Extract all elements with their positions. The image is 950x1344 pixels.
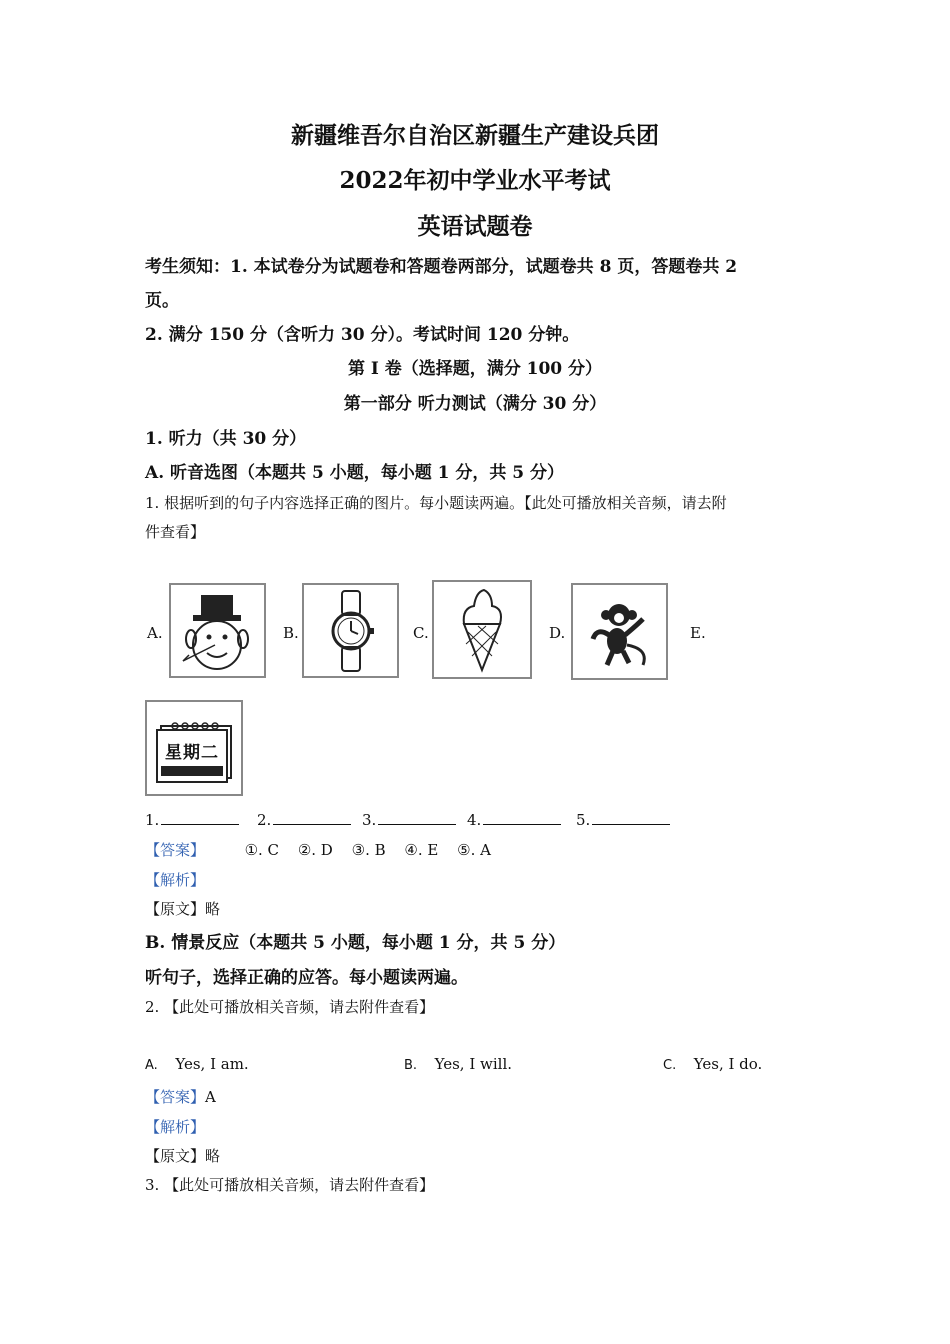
- sectionA-analysis-label: 【解析】: [145, 871, 206, 889]
- option-c-text: Yes, I do.: [693, 1055, 763, 1073]
- part1-heading: 第一部分 听力测试（满分 30 分）: [343, 394, 607, 414]
- pic-label-d: D.: [549, 624, 566, 642]
- blank-4: [467, 810, 561, 829]
- sectionB-instruction: 听句子，选择正确的应答。每小题读两遍。: [145, 968, 468, 988]
- blank-3: [362, 810, 456, 829]
- notice-line-2: 2. 满分 150 分（含听力 30 分）。考试时间 120 分钟。: [145, 325, 580, 345]
- option-a: [145, 1055, 249, 1073]
- option-a-text: Yes, I am.: [175, 1055, 249, 1073]
- ice-cream-picture: [432, 580, 532, 679]
- answer-1: ①. C: [244, 841, 280, 859]
- blank-2: [257, 810, 351, 829]
- original-label: 【原文】: [145, 900, 206, 918]
- monkey-icon: [573, 585, 666, 678]
- sectionB-original-row: [145, 1145, 220, 1166]
- answer-4: ④. E: [404, 841, 439, 859]
- question-2: 2. 【此处可播放相关音频，请去附件查看】: [145, 998, 435, 1016]
- answer-b-value: A: [205, 1088, 216, 1106]
- section1-heading: 1. 听力（共 30 分）: [145, 429, 307, 449]
- option-c-letter: C.: [663, 1058, 677, 1073]
- answer-label: 【答案】: [145, 841, 206, 859]
- blank-5: [576, 810, 670, 829]
- original-text-b: 略: [205, 1147, 221, 1165]
- sectionA-answer-row: [145, 839, 505, 860]
- sectionA-instruction-1: 1. 根据听到的句子内容选择正确的图片。每小题读两遍。【此处可播放相关音频，请去附: [145, 494, 727, 512]
- sectionA-heading: A. 听音选图（本题共 5 小题，每小题 1 分，共 5 分）: [145, 463, 565, 483]
- sectionB-analysis-label: 【解析】: [145, 1118, 206, 1136]
- blank-1: [145, 810, 239, 829]
- watch-icon: [304, 585, 397, 676]
- blank-3-line: [378, 810, 456, 825]
- pic-label-c: C.: [413, 624, 429, 642]
- option-b-text: Yes, I will.: [434, 1055, 513, 1073]
- blank-5-line: [592, 810, 670, 825]
- title-line-2: 2022年初中学业水平考试: [339, 167, 611, 194]
- snowman-picture: [169, 583, 266, 678]
- sectionA-original-row: [145, 898, 220, 919]
- blank-3-label: 3.: [362, 811, 377, 829]
- notice-line-1: 考生须知：1. 本试卷分为试题卷和答题卷两部分，试题卷共 8 页，答题卷共 2: [145, 257, 738, 277]
- pic-label-b: B.: [283, 624, 299, 642]
- option-b: [404, 1055, 512, 1073]
- answer-5: ⑤. A: [457, 841, 491, 859]
- calendar-picture: [145, 700, 243, 796]
- option-b-letter: B.: [404, 1058, 418, 1073]
- answer-2: ②. D: [297, 841, 333, 859]
- title-line-3: 英语试题卷: [417, 213, 533, 240]
- answer-3: ③. B: [351, 841, 386, 859]
- sectionB-heading: B. 情景反应（本题共 5 小题，每小题 1 分，共 5 分）: [145, 933, 566, 953]
- question-3: 3. 【此处可播放相关音频，请去附件查看】: [145, 1176, 435, 1194]
- calendar-weekday: 星期二: [165, 743, 219, 763]
- notice-line-1b: 页。: [145, 291, 179, 311]
- original-label-b: 【原文】: [145, 1147, 206, 1165]
- blank-5-label: 5.: [576, 811, 591, 829]
- sectionB-answer-row: [145, 1086, 216, 1107]
- monkey-picture: [571, 583, 668, 680]
- ice-cream-icon: [434, 582, 530, 677]
- option-c: [663, 1055, 762, 1073]
- blank-1-label: 1.: [145, 811, 160, 829]
- title-line-1: 新疆维吾尔自治区新疆生产建设兵团: [291, 122, 659, 149]
- blank-1-line: [161, 810, 239, 825]
- sectionA-instruction-2: 件查看】: [145, 523, 206, 541]
- blank-2-label: 2.: [257, 811, 272, 829]
- blank-4-line: [483, 810, 561, 825]
- original-text: 略: [205, 900, 221, 918]
- answer-label-b: 【答案】: [145, 1088, 206, 1106]
- snowman-icon: [171, 585, 264, 676]
- pic-label-e: E.: [690, 624, 706, 642]
- pic-label-a: A.: [147, 624, 163, 642]
- option-a-letter: A.: [145, 1058, 158, 1073]
- blank-2-line: [273, 810, 351, 825]
- watch-picture: [302, 583, 399, 678]
- blank-4-label: 4.: [467, 811, 482, 829]
- volume-heading: 第 I 卷（选择题，满分 100 分）: [347, 359, 603, 379]
